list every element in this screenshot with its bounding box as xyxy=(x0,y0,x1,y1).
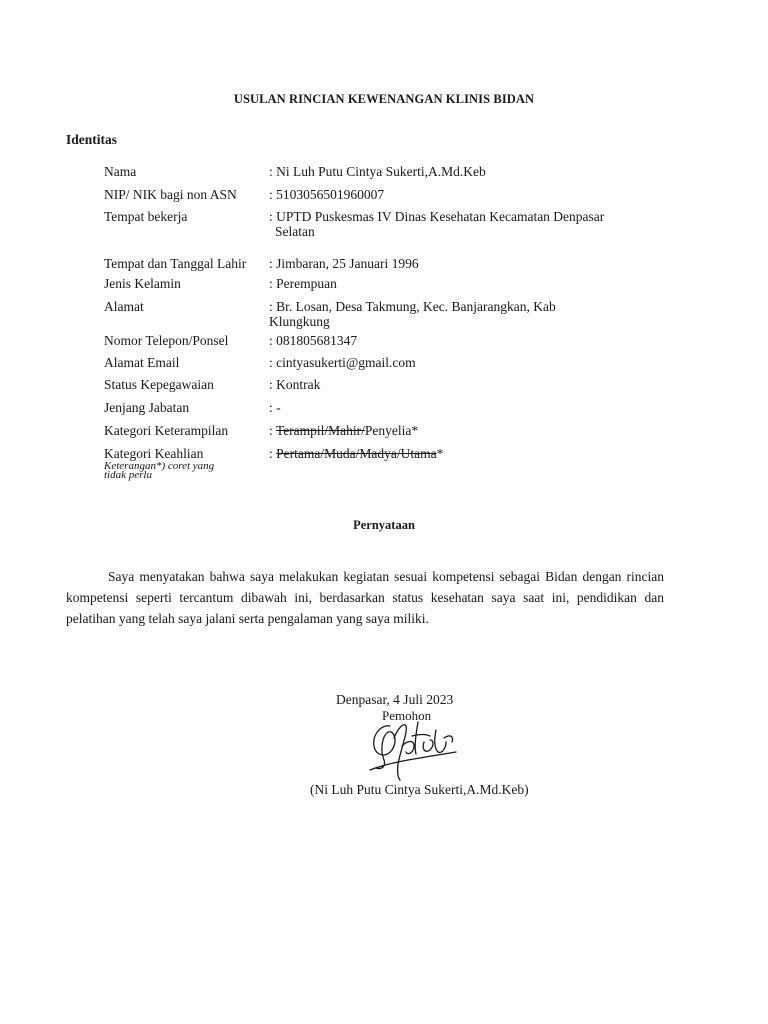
field-value: : Kontrak xyxy=(269,377,321,392)
footnote xyxy=(104,462,264,480)
field-label: Jenis Kelamin xyxy=(104,276,181,291)
field-value xyxy=(269,299,629,329)
field-label: Tempat bekerja xyxy=(104,209,188,224)
field-label: Alamat xyxy=(104,299,144,314)
field-value: : Ni Luh Putu Cintya Sukerti,A.Md.Keb xyxy=(269,164,486,179)
asterisk: * xyxy=(436,446,444,461)
field-value-prefix: : xyxy=(269,446,277,461)
field-value xyxy=(269,209,629,239)
field-label: Nomor Telepon/Ponsel xyxy=(104,333,229,348)
identitas-heading: Identitas xyxy=(66,132,118,147)
signature xyxy=(360,712,464,782)
field-label: Kategori Keahlian xyxy=(104,446,204,461)
field-label: Kategori Keterampilan xyxy=(104,423,229,438)
field-label: Nama xyxy=(104,164,137,179)
document-title: USULAN RINCIAN KEWENANGAN KLINIS BIDAN xyxy=(233,92,535,106)
field-value-prefix: : xyxy=(269,423,276,438)
field-value-line2: Klungkung xyxy=(269,314,330,329)
field-value: : 5103056501960007 xyxy=(269,187,385,202)
signatory-name: (Ni Luh Putu Cintya Sukerti,A.Md.Keb) xyxy=(310,782,529,797)
field-value: : 081805681347 xyxy=(269,333,358,348)
pemohon-label: Pemohon xyxy=(382,708,432,723)
footnote-line1: Keterangan*) coret yang xyxy=(104,460,215,472)
field-value xyxy=(269,423,629,438)
field-value xyxy=(269,446,629,461)
place-date: Denpasar, 4 Juli 2023 xyxy=(336,692,454,707)
footnote-line2: tidak perlu xyxy=(104,469,152,481)
field-value-line1: : Br. Losan, Desa Takmung, Kec. Banjarangkan, Kab xyxy=(269,299,556,314)
selected-option: Penyelia* xyxy=(364,423,419,438)
field-value: : cintyasukerti@gmail.com xyxy=(269,355,416,370)
field-label: Tempat dan Tanggal Lahir xyxy=(104,256,247,271)
field-label: Alamat Email xyxy=(104,355,180,370)
struck-options: Pertama/Muda/Madya/Utama xyxy=(276,446,437,461)
field-label: Jenjang Jabatan xyxy=(104,400,190,415)
field-label: NIP/ NIK bagi non ASN xyxy=(104,187,237,202)
struck-options: Terampil/Mahir/ xyxy=(275,423,365,438)
statement-paragraph: Saya menyatakan bahwa saya melakukan kegiatan sesuai kompetensi sebagai Bidan dengan rincian kompetensi seperti tercantum dibawah ini, berdasarkan status kesehatan saya saat ini, pendidikan dan pelatihan yang telah saya jalani serta pengalaman yang saya miliki. xyxy=(66,569,664,626)
field-label: Status Kepegawaian xyxy=(104,377,214,392)
field-value-line2: Selatan xyxy=(275,224,315,239)
field-value: : - xyxy=(269,400,281,415)
field-value-line1: : UPTD Puskesmas IV Dinas Kesehatan Kecamatan Denpasar xyxy=(269,209,605,224)
field-value: : Perempuan xyxy=(269,276,337,291)
pernyataan-heading: Pernyataan xyxy=(353,518,415,532)
field-value: : Jimbaran, 25 Januari 1996 xyxy=(269,256,419,271)
